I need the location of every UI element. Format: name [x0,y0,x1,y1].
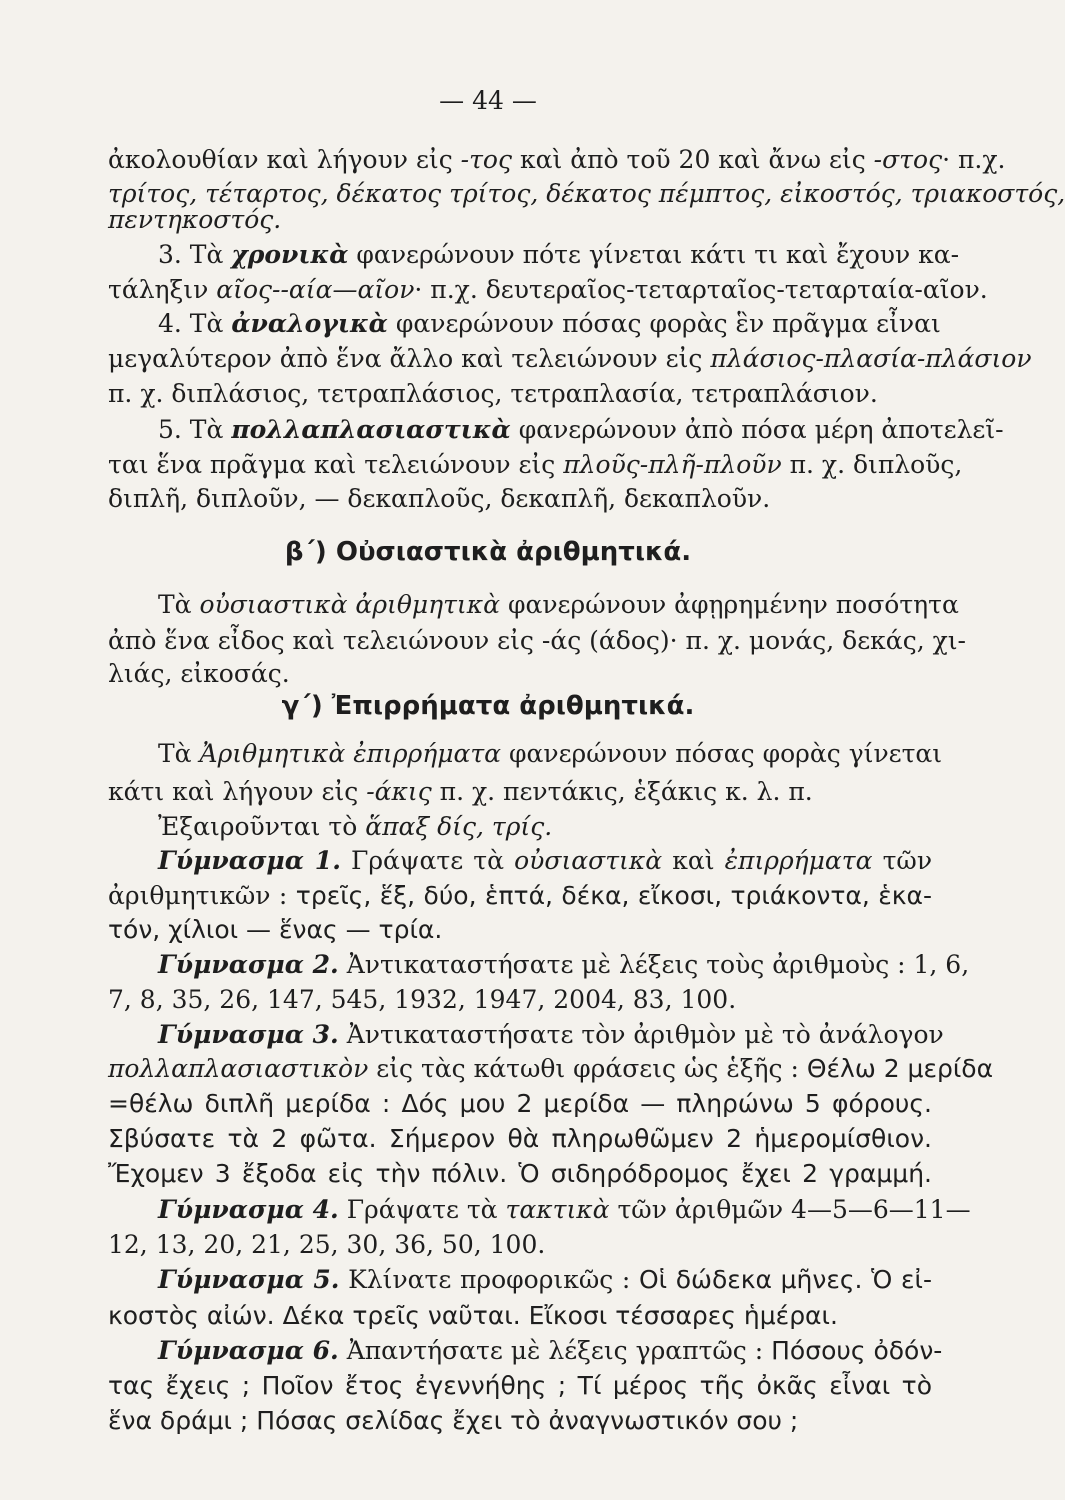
text-segment: καὶ [662,846,725,875]
text-line [108,657,932,691]
text-segment: κάτι καὶ λήγουν εἰς [108,777,367,806]
text-segment: Ἀντικαταστήσατε μὲ λέξεις τοὺς ἀριθμοὺς : 1, 6, [338,950,970,979]
text-segment: π. χ. διπλοῦς, [781,450,963,479]
text-line [108,448,963,482]
text-segment: · π.χ. [942,145,1006,174]
text-segment: πολλαπλασιαστικὸν [108,1054,369,1083]
text-line [108,377,932,411]
text-segment: Γύμνασμα 6. [158,1336,339,1365]
text-segment: τῶν ἀριθμῶν 4—5—6—11— [609,1195,971,1224]
text-line [158,307,941,341]
text-segment: διπλῆ, διπλοῦν, — δεκαπλοῦς, δεκαπλῆ, δεκαπλοῦν. [108,484,771,513]
text-line [108,342,1032,376]
text-segment: ἀναλογικὰ [231,309,388,338]
text-line [108,1228,932,1262]
text-line [158,413,1004,447]
text-segment: πλοῦς-πλῆ-πλοῦν [563,450,782,479]
exercise-1 [158,844,932,878]
text-segment: Οἱ δώδεκα μῆνες. Ὁ εἰ- [638,1265,933,1294]
text-segment: οὐσιαστικὰ [514,846,663,875]
text-line [108,1157,932,1191]
text-segment: · π.χ. δευτεραῖος-τεταρταῖος-τεταρταία-αῖον. [414,275,988,304]
text-line [108,482,932,516]
text-segment: Ἔχομεν 3 ἔξοδα εἰς τὴν πόλιν. Ὁ σιδηρόδρομος ἔχει 2 γραμμή. [108,1159,932,1188]
text-segment: λιάς, εἰκοσάς. [108,659,290,688]
text-segment: 5. Τὰ [158,415,232,444]
text-segment: 3. Τὰ [158,240,232,269]
text-segment: Γράψατε τὰ [338,1195,506,1224]
text-segment: ται ἕνα πρᾶγμα καὶ τελειώνουν εἰς [108,450,564,479]
text-segment: 4. Τὰ [158,309,232,338]
exercise-6 [158,1334,943,1368]
text-segment: Σβύσατε τὰ 2 φῶτα. Σήμερον θὰ πληρωθῶμεν 2 ἡμερομίσθιον. [108,1124,932,1153]
text-line [108,1404,932,1438]
text-segment: Γύμνασμα 5. [158,1265,340,1294]
text-segment: τρίτος, τέταρτος, δέκατος τρίτος, δέκατος πέμπτος, εἰκοστός, τριακοστός, [108,179,1065,208]
section-heading-gamma: γ΄) Ἐπιρρήματα ἀριθμητικά. [281,691,695,721]
text-segment: -στος [873,145,943,174]
text-segment: Γύμνασμα 1. [158,846,341,875]
text-line [108,913,932,947]
text-segment: ἅπαξ δίς, τρίς. [365,812,553,841]
text-segment: Τὰ [158,739,200,768]
text-segment: 12, 13, 20, 21, 25, 30, 36, 50, 100. [108,1230,546,1259]
text-segment: Ἀπαντήσατε μὲ λέξεις γραπτῶς : [338,1336,772,1365]
text-line [108,1052,994,1086]
text-segment: ἐπιρρήματα [724,846,873,875]
text-segment: φανερώνουν ἀπὸ πόσα μέρη ἀποτελεῖ- [510,415,1004,444]
text-segment: Τὰ [158,590,200,619]
text-segment: ἀριθμητικῶν : [108,881,296,910]
text-segment: φανερώνουν πόσας φορὰς ἓν πρᾶγμα εἶναι [387,309,941,338]
text-segment: χρονικὰ [231,240,349,269]
text-line [158,810,932,844]
text-line [108,203,932,237]
text-segment: Κλίνατε προφορικῶς : [339,1265,639,1294]
text-segment: ἀκολουθίαν καὶ λήγουν εἰς [108,145,461,174]
text-segment: κοστὸς αἰών. Δέκα τρεῖς ναῦται. Εἴκοσι τέσσαρες ἡμέραι. [108,1301,838,1330]
exercise-4 [158,1193,971,1227]
text-segment: τῶν [872,846,933,875]
text-segment: Ἐξαιροῦνται τὸ [158,812,366,841]
text-line [108,1369,932,1403]
text-line [108,1122,932,1156]
text-line [108,1087,932,1121]
text-segment: -άκις [366,777,432,806]
text-line [158,588,959,622]
text-segment: τόν, χίλιοι — ἕνας — τρία. [108,915,443,944]
text-line [108,1299,932,1333]
text-line [108,273,988,307]
text-segment: τας ἔχεις ; Ποῖον ἔτος ἐγεννήθης ; Τί μέρος τῆς ὀκᾶς εἶναι τὸ [108,1371,932,1400]
exercise-2 [158,948,970,982]
text-segment: τάληξιν [108,275,217,304]
text-segment: φανερώνουν ἀφῃρημένην ποσότητα [500,590,959,619]
text-line [108,983,932,1017]
text-segment: Πόσους ὀδόν- [771,1336,943,1365]
text-segment: πεντηκοστός. [108,205,282,234]
text-segment: π. χ. διπλάσιος, τετραπλάσιος, τετραπλασία, τετραπλάσιον. [108,379,878,408]
text-segment: Ἀντικαταστήσατε τὸν ἀριθμὸν μὲ τὸ ἀνάλογον [338,1020,944,1049]
text-segment: πλάσιος-πλασία-πλάσιον [710,344,1032,373]
text-segment: εἰς τὰς κάτωθι φράσεις ὡς ἑξῆς : [368,1054,807,1083]
section-heading-beta: β΄) Οὐσιαστικὰ ἀριθμητικά. [284,537,692,567]
exercise-5 [158,1263,932,1297]
text-segment: -τος [460,145,512,174]
text-segment: καὶ ἀπὸ τοῦ 20 καὶ ἄνω εἰς [512,145,874,174]
page-number: — 44 — [439,86,537,115]
text-segment: αῖος--αία—αῖον [216,275,415,304]
text-line [108,775,932,809]
text-segment: Γράψατε τὰ [340,846,515,875]
text-segment: μεγαλύτερον ἀπὸ ἕνα ἄλλο καὶ τελειώνουν εἰς [108,344,711,373]
text-segment: Γύμνασμα 3. [158,1020,339,1049]
text-segment: 7, 8, 35, 26, 147, 545, 1932, 1947, 2004, 83, 100. [108,985,737,1014]
text-segment: =θέλω διπλῆ μερίδα : Δός μου 2 μερίδα — πληρώνω 5 φόρους. [108,1089,932,1118]
exercise-3 [158,1018,944,1052]
text-segment: τρεῖς, ἕξ, δύο, ἑπτά, δέκα, εἴκοσι, τριάκοντα, ἑκα- [295,881,932,910]
text-segment: Ἀριθμητικὰ ἐπιρρήματα [199,739,502,768]
text-line [108,624,966,658]
text-line [158,238,960,272]
text-segment: Θέλω 2 μερίδα [806,1054,994,1083]
text-segment: τακτικὰ [505,1195,610,1224]
text-line [158,737,943,771]
text-segment: π. χ. πεντάκις, ἑξάκις κ. λ. π. [431,777,813,806]
text-segment: ἕνα δράμι ; Πόσας σελίδας ἔχει τὸ ἀναγνωστικόν σου ; [108,1406,799,1435]
text-segment: Γύμνασμα 2. [158,950,339,979]
text-segment: φανερώνουν πόσας φορὰς γίνεται [501,739,943,768]
text-segment: ἀπὸ ἕνα εἶδος καὶ τελειώνουν εἰς -άς (άδος)· π. χ. μονάς, δεκάς, χι- [108,626,966,655]
text-line [108,143,1006,177]
text-segment: φανερώνουν πότε γίνεται κάτι τι καὶ ἔχουν κα- [348,240,960,269]
text-line [108,879,932,913]
text-segment: Γύμνασμα 4. [158,1195,339,1224]
text-segment: πολλαπλασιαστικὰ [231,415,511,444]
text-segment: οὐσιαστικὰ ἀριθμητικὰ [199,590,501,619]
